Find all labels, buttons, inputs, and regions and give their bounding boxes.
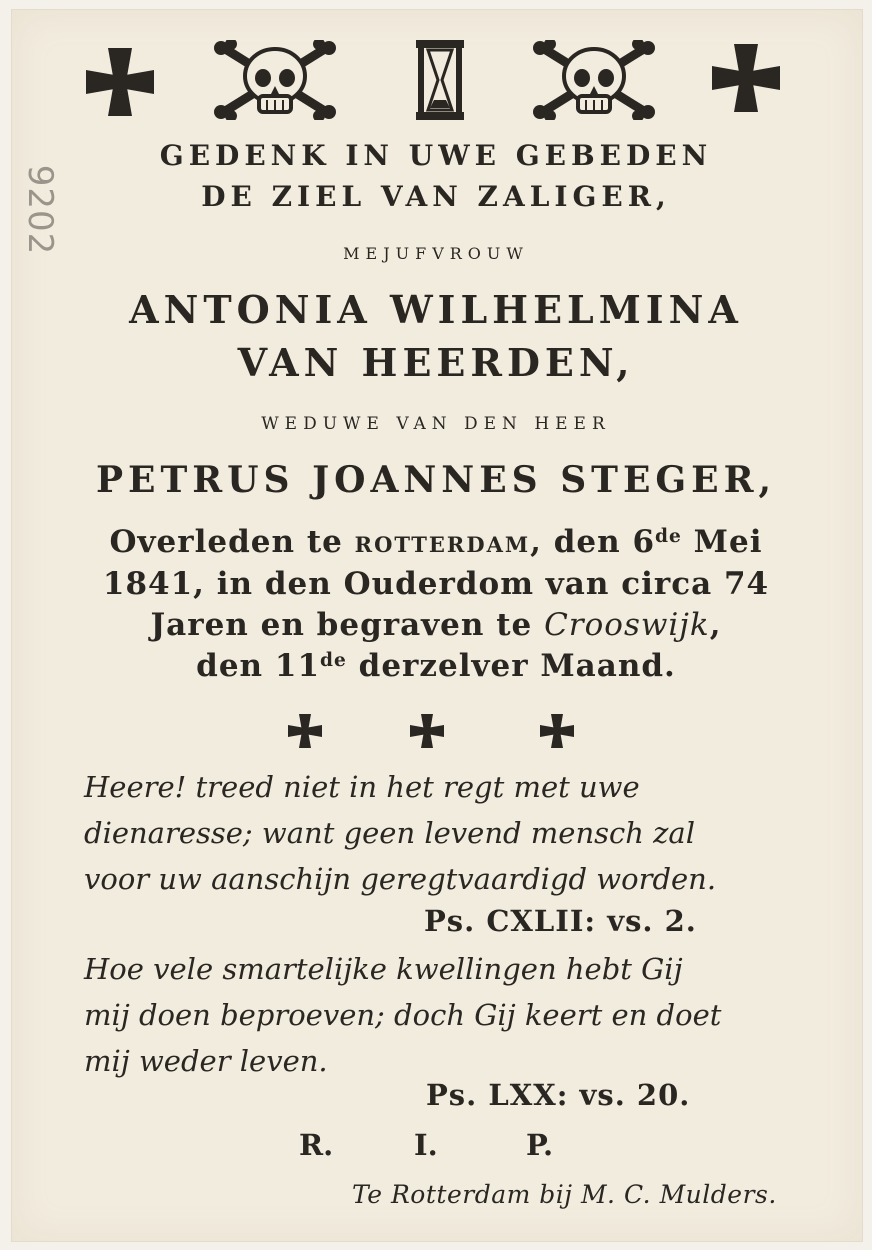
details-line-1 bbox=[0, 524, 872, 560]
details-text: Jaren en begraven te bbox=[150, 607, 545, 643]
details-text: , bbox=[709, 607, 722, 643]
details-text: den 11 bbox=[196, 648, 321, 684]
heading-line-1: GEDENK IN UWE GEBEDEN bbox=[159, 139, 713, 172]
verse-2-reference: Ps. LXX: vs. 20. bbox=[426, 1078, 691, 1112]
cross-pattee-icon bbox=[82, 44, 158, 120]
handwritten-inventory-number: 9202 bbox=[20, 164, 60, 256]
burial-place: Crooswijk bbox=[544, 607, 710, 643]
cross-pattee-icon bbox=[708, 40, 784, 116]
details-text: Overleden te bbox=[109, 524, 355, 560]
verse-2-line-1: Hoe vele smartelijke kwellingen hebt Gij bbox=[84, 952, 683, 986]
widow-line: WEDUWE VAN DEN HEER bbox=[261, 414, 611, 434]
cross-pattee-icon bbox=[286, 712, 324, 750]
hourglass-icon bbox=[414, 38, 466, 122]
ordinal-suffix: de bbox=[320, 649, 347, 671]
cross-pattee-icon bbox=[538, 712, 576, 750]
cross-divider bbox=[0, 712, 872, 752]
deceased-name-line-2: VAN HEERDEN, bbox=[237, 340, 635, 385]
husband-name: PETRUS JOANNES STEGER, bbox=[95, 459, 777, 501]
details-text: derzelver Maand. bbox=[346, 648, 676, 684]
ornament-row bbox=[0, 36, 872, 126]
skull-crossbones-icon bbox=[213, 40, 337, 120]
details-line-2: 1841, in den Ouderdom van circa 74 bbox=[102, 566, 770, 602]
skull-crossbones-icon bbox=[532, 40, 656, 120]
verse-2-line-2: mij doen beproeven; doch Gij keert en doet bbox=[84, 998, 722, 1032]
cross-pattee-icon bbox=[408, 712, 446, 750]
deceased-name-line-1: ANTONIA WILHELMINA bbox=[129, 287, 743, 332]
title-word: MEJUFVROUW bbox=[343, 244, 529, 263]
rip-r: R. bbox=[299, 1128, 334, 1162]
heading-line-2: DE ZIEL VAN ZALIGER, bbox=[201, 180, 671, 213]
details-text: Mei bbox=[681, 524, 763, 560]
printer-imprint: Te Rotterdam bij M. C. Mulders. bbox=[352, 1180, 777, 1209]
place-of-death: ROTTERDAM bbox=[354, 532, 531, 557]
verse-1-line-2: dienaresse; want geen levend mensch zal bbox=[84, 816, 695, 850]
rip-p: P. bbox=[526, 1128, 554, 1162]
verse-1-line-3: voor uw aanschijn geregtvaardigd worden. bbox=[84, 862, 717, 896]
verse-1-reference: Ps. CXLII: vs. 2. bbox=[424, 904, 697, 938]
verse-1-line-1: Heere! treed niet in het regt met uwe bbox=[84, 770, 640, 804]
details-line-4 bbox=[0, 648, 872, 684]
details-line-3 bbox=[0, 607, 872, 643]
ordinal-suffix: de bbox=[655, 525, 682, 547]
rip-i: I. bbox=[414, 1128, 438, 1162]
details-text: , den 6 bbox=[530, 524, 656, 560]
verse-2-line-3: mij weder leven. bbox=[84, 1044, 328, 1078]
